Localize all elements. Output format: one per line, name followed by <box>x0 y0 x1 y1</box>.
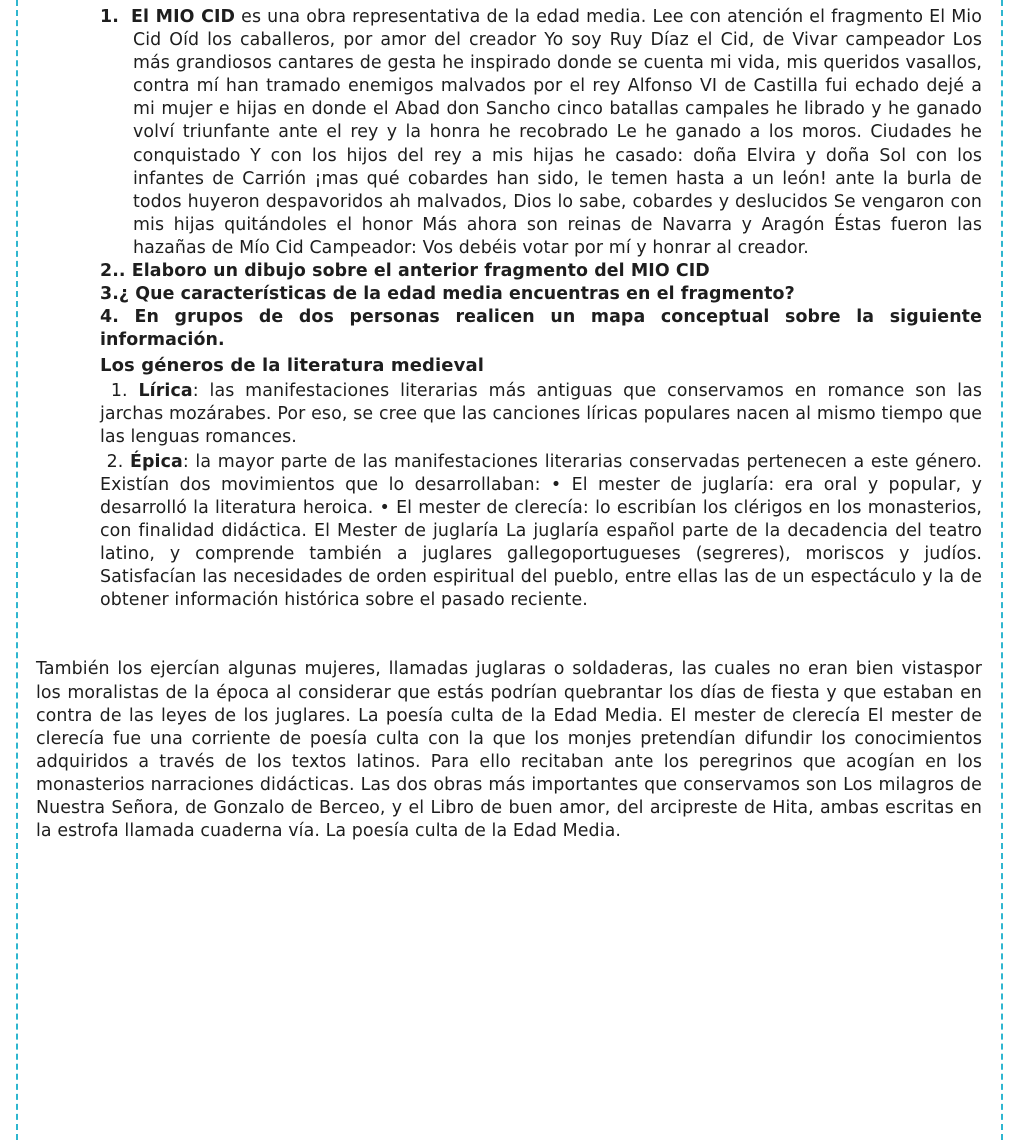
question-2: 2.. Elaboro un dibujo sobre el anterior fragmento del MIO CID <box>100 261 710 282</box>
question-1-number: 1. <box>100 7 119 27</box>
genre-item-epica <box>100 451 982 613</box>
worksheet-content <box>36 6 982 843</box>
right-dotted-border <box>1001 0 1003 1140</box>
question-4: 4. En grupos de dos personas realicen un mapa conceptual sobre la siguiente información. <box>100 307 982 351</box>
closing-paragraph: También los ejercían algunas mujeres, llamadas juglaras o soldaderas, las cuales no eran bien vistaspor los moralistas de la época al considerar que estás podrían quebrantar los días de fiesta y que estaban en contra de las leyes de los juglares. La poesía culta de la Edad Media. El mester de clerecía El mester de clerecía fue una corriente de poesía culta con la que los monjes pretendían difundir los conocimientos adquiridos a través de los textos latinos. Para ello recitaban ante los peregrinos que acogían en los monasterios narraciones didácticas. Las dos obras más importantes que conservamos son Los milagros de Nuestra Señora, de Gonzalo de Berceo, y el Libro de buen amor, del arcipreste de Hita, ambas escritas en la estrofa llamada cuaderna vía. La poesía culta de la Edad Media. <box>36 659 982 842</box>
genre-number: 2. <box>106 451 124 472</box>
question-1-title: El MIO CID <box>131 7 236 27</box>
questions-block <box>100 6 982 612</box>
genre-item-lirica <box>100 380 982 449</box>
question-1 <box>100 6 982 260</box>
genre-term: Épica <box>130 451 183 472</box>
genre-text: : las manifestaciones literarias más antiguas que conservamos en romance son las jarchas mozárabes. Por eso, se cree que las canciones líricas populares nacen al mismo tiempo que las lenguas romances. <box>100 380 982 447</box>
genre-text: : la mayor parte de las manifestaciones literarias conservadas pertenecen a este género. Existían dos movimientos que lo desarrollaban: • El mester de juglaría: era oral y popular, y desarrolló la literatura heroica. • El mester de clerecía: lo escribían los clérigos en los monasterios, con finalidad didáctica. El Mester de juglaría La juglaría español parte de la decadencia del teatro latino, y comprende también a juglares gallegoportugueses (segreres), moriscos y judíos. Satisfacían las necesidades de orden espiritual del pueblo, entre ellas las de un espectáculo y la de obtener información histórica sobre el pasado reciente. <box>100 451 982 611</box>
question-1-text: es una obra representativa de la edad media. Lee con atención el fragmento El Mio Cid Oíd los caballeros, por amor del creador Yo soy Ruy Díaz el Cid, de Vivar campeador Los más grandiosos cantares de gesta he inspirado donde se cuenta mi vida, mis queridos vasallos, contra mí han tramado enemigos malvados por el rey Alfonso VI de Castilla fui echado dejé a mi mujer e hijas en donde el Abad don Sancho cinco batallas campales he librado y he ganado volví triunfante ante el rey y la honra he recobrado Le he ganado a los moros. Ciudades he conquistado Y con los hijos del rey a mis hijas he casado: doña Elvira y doña Sol con los infantes de Carrión ¡mas qué cobardes han sido, le temen hasta a un león! ante la burla de todos huyeron despavoridos ah malvados, Dios lo sabe, cobardes y deslucidos Se vengaron con mis hijas quitándoles el honor Más ahora son reinas de Navarra y Aragón Éstas fueron las hazañas de Mío Cid Campeador: Vos debéis votar por mí y honrar al creador. <box>133 7 982 258</box>
section-heading: Los géneros de la literatura medieval <box>100 355 484 377</box>
left-dotted-border <box>16 0 18 1140</box>
question-3: 3.¿ Que características de la edad media encuentras en el fragmento? <box>100 284 795 305</box>
genre-term: Lírica <box>138 380 193 401</box>
genre-number: 1. <box>110 380 128 401</box>
